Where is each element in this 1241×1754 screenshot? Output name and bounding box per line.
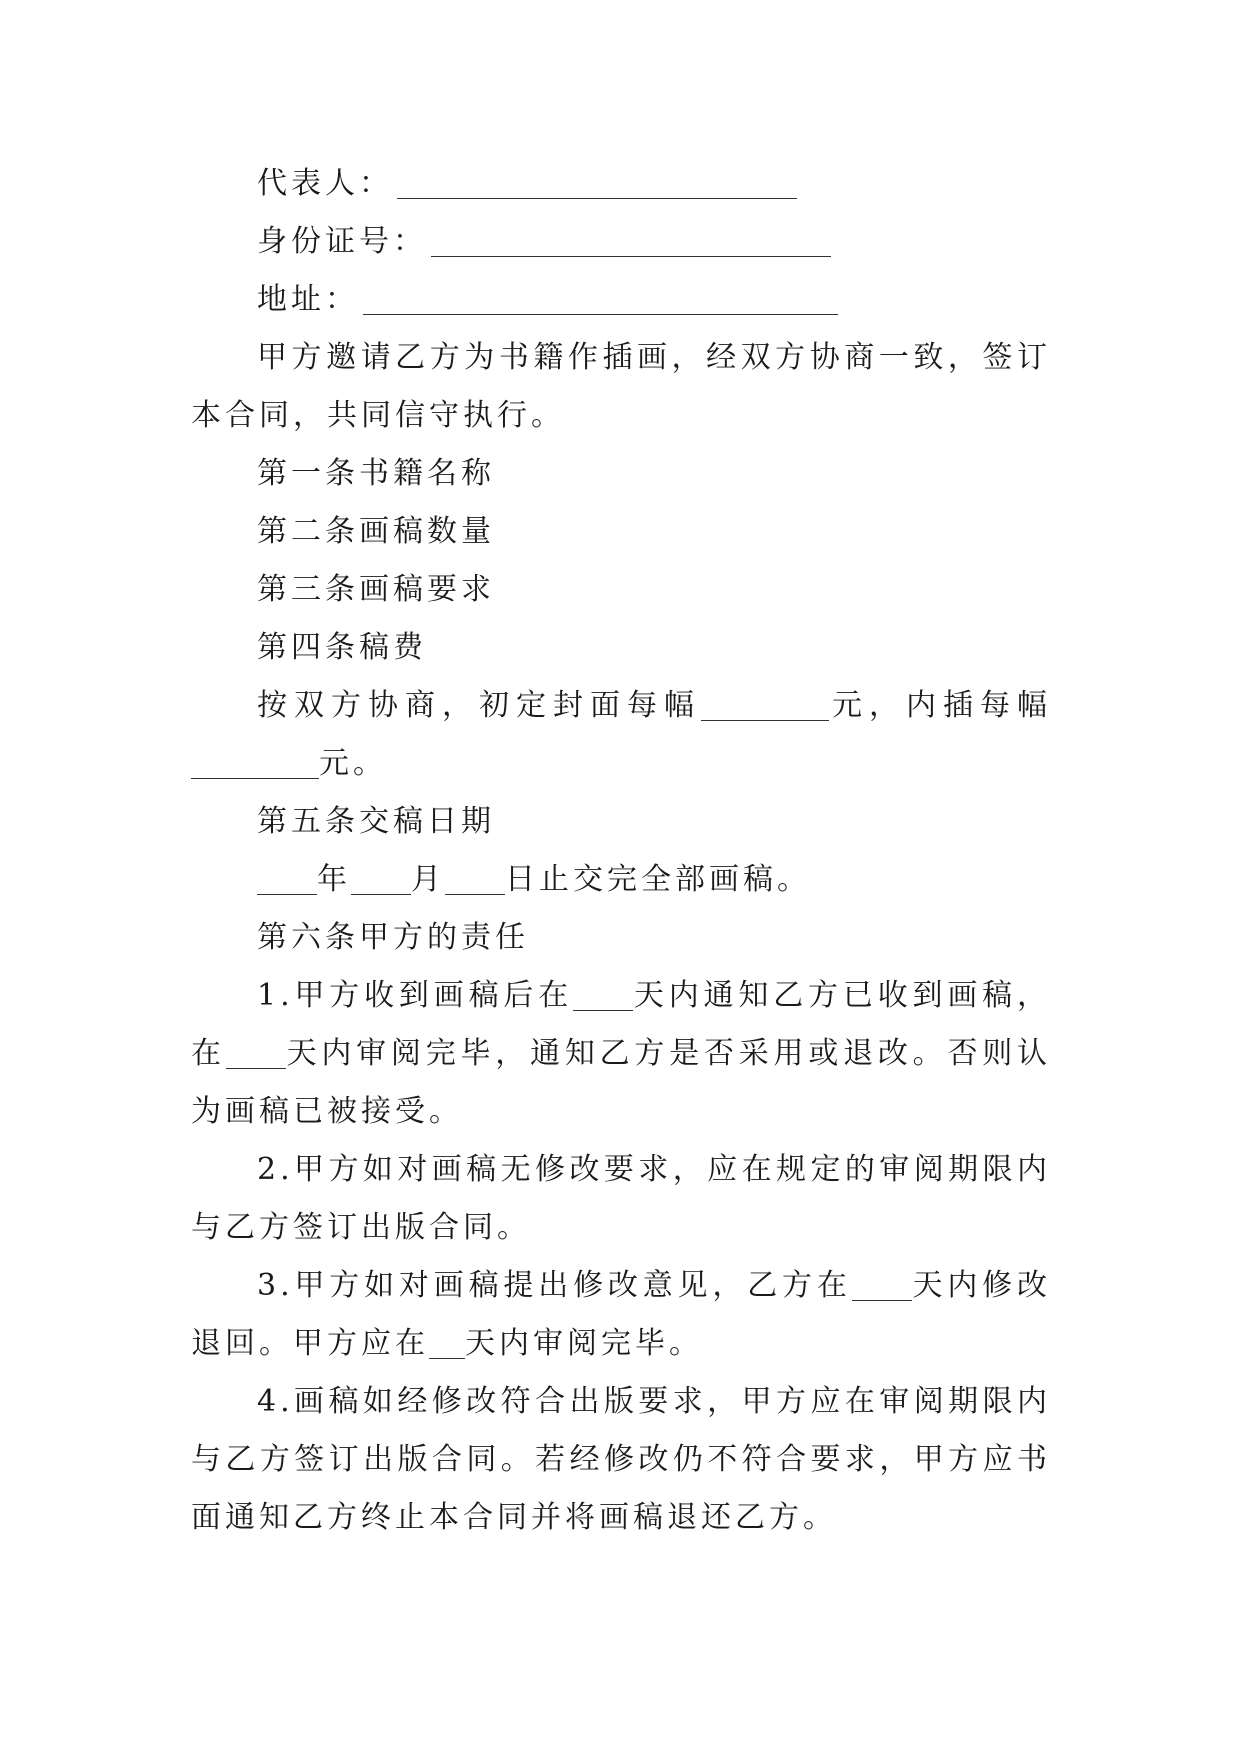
address-label: 地址： (257, 282, 359, 317)
fee-text-b: 元，内插每幅 (829, 688, 1051, 723)
year-label: 年 (317, 862, 351, 897)
clause-3-text-b: 天内修改退回。甲方应在 (191, 1268, 1052, 1361)
representative-label: 代表人： (257, 166, 393, 201)
delivery-date-line (191, 851, 1051, 909)
clause-1-text-a: 1.甲方收到画稿后在 (257, 978, 574, 1013)
clause-1-text-b: 天内通知乙方已收到画稿，在 (191, 978, 1052, 1071)
intro-paragraph: 甲方邀请乙方为书籍作插画，经双方协商一致，签订本合同，共同信守执行。 (191, 340, 1051, 433)
id-number-line (191, 213, 1051, 271)
clause-2: 2.甲方如对画稿无修改要求，应在规定的审阅期限内与乙方签订出版合同。 (191, 1152, 1051, 1245)
cover-fee-blank[interactable] (701, 692, 829, 721)
article-4-heading: 第四条稿费 (257, 630, 427, 665)
day-label: 日止交完全部画稿。 (505, 862, 811, 897)
id-number-blank[interactable] (431, 226, 831, 257)
article-1-heading: 第一条书籍名称 (257, 456, 495, 491)
representative-blank[interactable] (397, 168, 797, 199)
id-number-label: 身份证号： (257, 224, 427, 259)
clause-3-days-blank-2[interactable] (429, 1330, 465, 1359)
month-label: 月 (411, 862, 445, 897)
fee-text-c: 元。 (319, 746, 387, 781)
clause-3-text-a: 3.甲方如对画稿提出修改意见，乙方在 (257, 1268, 852, 1303)
clause-4: 4.画稿如经修改符合出版要求，甲方应在审阅期限内与乙方签订出版合同。若经修改仍不符合要求，甲方应书面通知乙方终止本合同并将画稿退还乙方。 (191, 1384, 1051, 1535)
fee-paragraph (191, 677, 1051, 793)
address-blank[interactable] (363, 284, 838, 315)
day-blank[interactable] (445, 866, 505, 895)
address-line (191, 271, 1051, 329)
year-blank[interactable] (257, 866, 317, 895)
clause-1-days-blank-1[interactable] (573, 982, 633, 1011)
clause-1 (191, 967, 1051, 1141)
clause-3 (191, 1257, 1051, 1373)
clause-3-text-c: 天内审阅完毕。 (465, 1326, 703, 1361)
contract-body (191, 155, 1051, 1547)
article-3-heading: 第三条画稿要求 (257, 572, 495, 607)
clause-1-text-c: 天内审阅完毕，通知乙方是否采用或退改。否则认为画稿已被接受。 (191, 1036, 1052, 1129)
article-2-heading: 第二条画稿数量 (257, 514, 495, 549)
article-6-heading: 第六条甲方的责任 (257, 920, 529, 955)
clause-1-days-blank-2[interactable] (226, 1040, 286, 1069)
illustration-fee-blank[interactable] (191, 750, 319, 779)
fee-text-a: 按双方协商，初定封面每幅 (257, 688, 701, 723)
representative-line (191, 155, 1051, 213)
month-blank[interactable] (351, 866, 411, 895)
clause-3-days-blank-1[interactable] (852, 1272, 912, 1301)
article-5-heading: 第五条交稿日期 (257, 804, 495, 839)
